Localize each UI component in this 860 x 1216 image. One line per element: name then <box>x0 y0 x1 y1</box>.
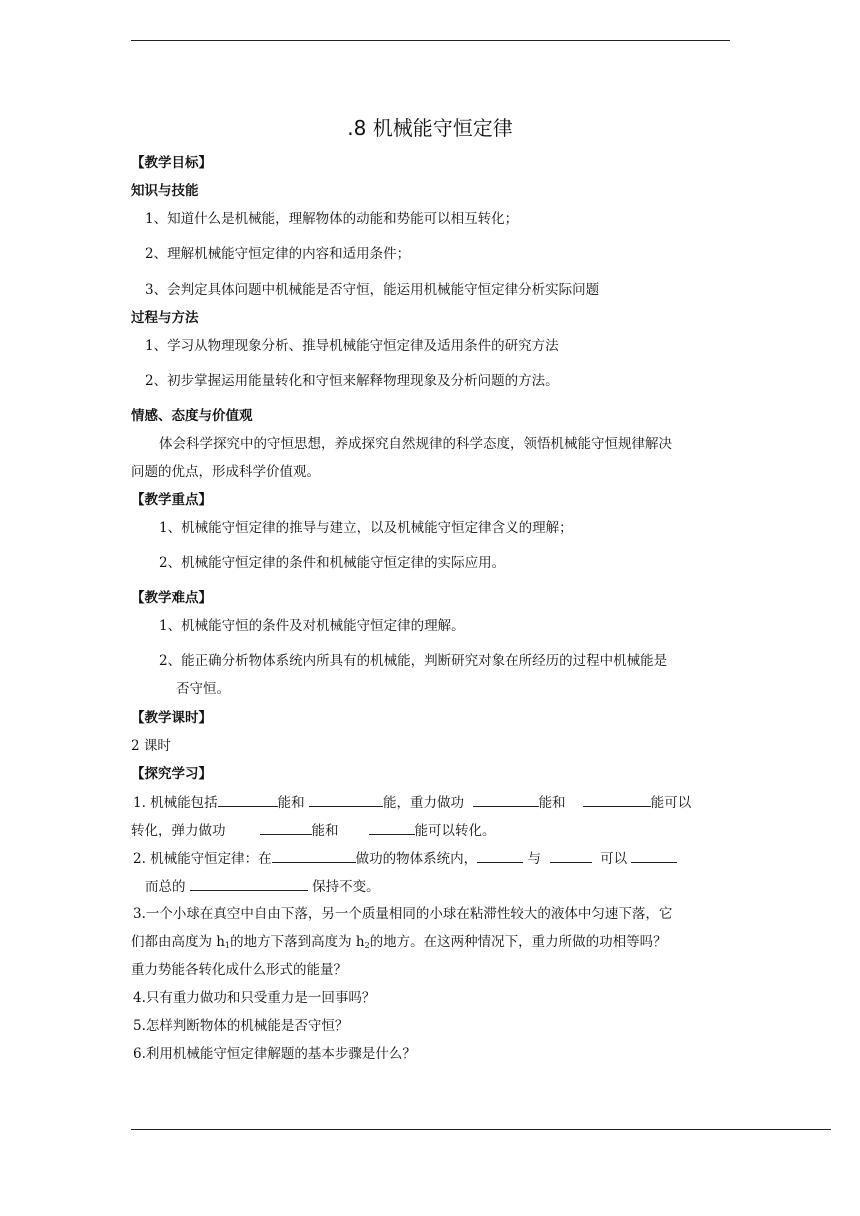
question-1-text-e: 能可以 <box>650 795 692 811</box>
knowledge-item-3: 3、会判定具体问题中机械能是否守恒，能运用机械能守恒定律分析实际问题 <box>145 282 600 298</box>
knowledge-item-1: 1、知道什么是机械能，理解物体的动能和势能可以相互转化； <box>145 211 519 227</box>
section-inquiry-learning: 【探究学习】 <box>131 766 212 782</box>
fill-in-blank[interactable] <box>260 820 312 835</box>
question-2-text-a: 2. 机械能守恒定律：在 <box>133 851 272 867</box>
fill-in-blank[interactable] <box>218 792 278 807</box>
emotion-text-line-2: 问题的优点，形成科学价值观。 <box>131 464 320 480</box>
question-1-text-f: 转化，弹力做功 <box>131 823 226 839</box>
question-1-text-c: 能，重力做功 <box>382 795 464 811</box>
fill-in-blank[interactable] <box>550 848 592 863</box>
question-3-text-c: 的地方。在这两种情况下，重力所做的功相等吗？ <box>369 934 667 950</box>
question-2-text-d: 可以 <box>600 851 628 867</box>
difficult-point-2-line-1: 2、能正确分析物体系统内所具有的机械能，判断研究对象在所经历的过程中机械能是 <box>159 653 668 669</box>
process-item-1: 1、学习从物理现象分析、推导机械能守恒定律及适用条件的研究方法 <box>145 338 559 354</box>
question-2-text-c: 与 <box>527 851 541 867</box>
class-hours-value: 2 课时 <box>131 738 171 754</box>
key-point-1: 1、机械能守恒定律的推导与建立，以及机械能守恒定律含义的理解； <box>159 520 573 536</box>
fill-in-blank[interactable] <box>583 792 651 807</box>
difficult-point-1: 1、机械能守恒的条件及对机械能守恒定律的理解。 <box>159 618 465 634</box>
section-class-hours: 【教学课时】 <box>131 710 212 726</box>
question-3-line-1: 3.一个小球在真空中自由下落，另一个质量相同的小球在粘滞性较大的液体中匀速下落，它 <box>133 906 673 922</box>
question-2-line-1 <box>133 848 677 869</box>
footer-rule <box>131 1129 831 1130</box>
question-1-text-h: 能可以转化。 <box>414 823 496 839</box>
process-item-2: 2、初步掌握运用能量转化和守恒来解释物理现象及分析问题的方法。 <box>145 373 559 389</box>
fill-in-blank[interactable] <box>631 848 677 863</box>
subscript-1: 1 <box>225 941 231 950</box>
question-3-text-b: 的地方下落到高度为 h <box>230 934 365 950</box>
fill-in-blank[interactable] <box>473 792 539 807</box>
fill-in-blank[interactable] <box>369 820 415 835</box>
question-3-line-2 <box>131 932 667 956</box>
question-1-text-a: 1. 机械能包括 <box>133 795 218 811</box>
question-1-line-2 <box>131 820 496 841</box>
question-4: 4.只有重力做功和只受重力是一回事吗？ <box>133 990 376 1006</box>
fill-in-blank[interactable] <box>477 848 523 863</box>
difficult-point-2-line-2: 否守恒。 <box>176 681 230 697</box>
question-2-line-2 <box>145 876 380 897</box>
subscript-2: 2 <box>364 941 370 950</box>
fill-in-blank[interactable] <box>272 848 356 863</box>
question-1-text-g: 能和 <box>311 823 339 839</box>
question-2-text-b: 做功的物体系统内， <box>355 851 478 867</box>
header-rule <box>131 40 730 41</box>
section-teaching-goals: 【教学目标】 <box>131 155 212 171</box>
knowledge-item-2: 2、理解机械能守恒定律的内容和适用条件； <box>145 246 411 262</box>
fill-in-blank[interactable] <box>309 792 383 807</box>
subheading-process-methods: 过程与方法 <box>131 310 199 326</box>
emotion-text-line-1: 体会科学探究中的守恒思想，养成探究自然规律的科学态度，领悟机械能守恒规律解决 <box>159 436 672 452</box>
section-difficult-points: 【教学难点】 <box>131 590 212 606</box>
key-point-2: 2、机械能守恒定律的条件和机械能守恒定律的实际应用。 <box>159 555 506 571</box>
question-6: 6.利用机械能守恒定律解题的基本步骤是什么？ <box>133 1046 416 1062</box>
question-1-line-1 <box>133 792 691 813</box>
section-key-points: 【教学重点】 <box>131 492 212 508</box>
question-1-text-b: 能和 <box>277 795 305 811</box>
subheading-emotion-values: 情感、态度与价值观 <box>131 408 253 424</box>
fill-in-blank[interactable] <box>190 876 308 891</box>
question-2-text-f: 保持不变。 <box>312 879 380 895</box>
question-5: 5.怎样判断物体的机械能是否守恒？ <box>133 1018 349 1034</box>
question-1-text-d: 能和 <box>538 795 566 811</box>
question-3-text-a: 们都由高度为 h <box>131 934 225 950</box>
document-title: .8 机械能守恒定律 <box>347 116 513 140</box>
subheading-knowledge-skills: 知识与技能 <box>131 183 199 199</box>
question-2-text-e: 而总的 <box>145 879 186 895</box>
question-3-line-3: 重力势能各转化成什么形式的能量？ <box>131 962 347 978</box>
